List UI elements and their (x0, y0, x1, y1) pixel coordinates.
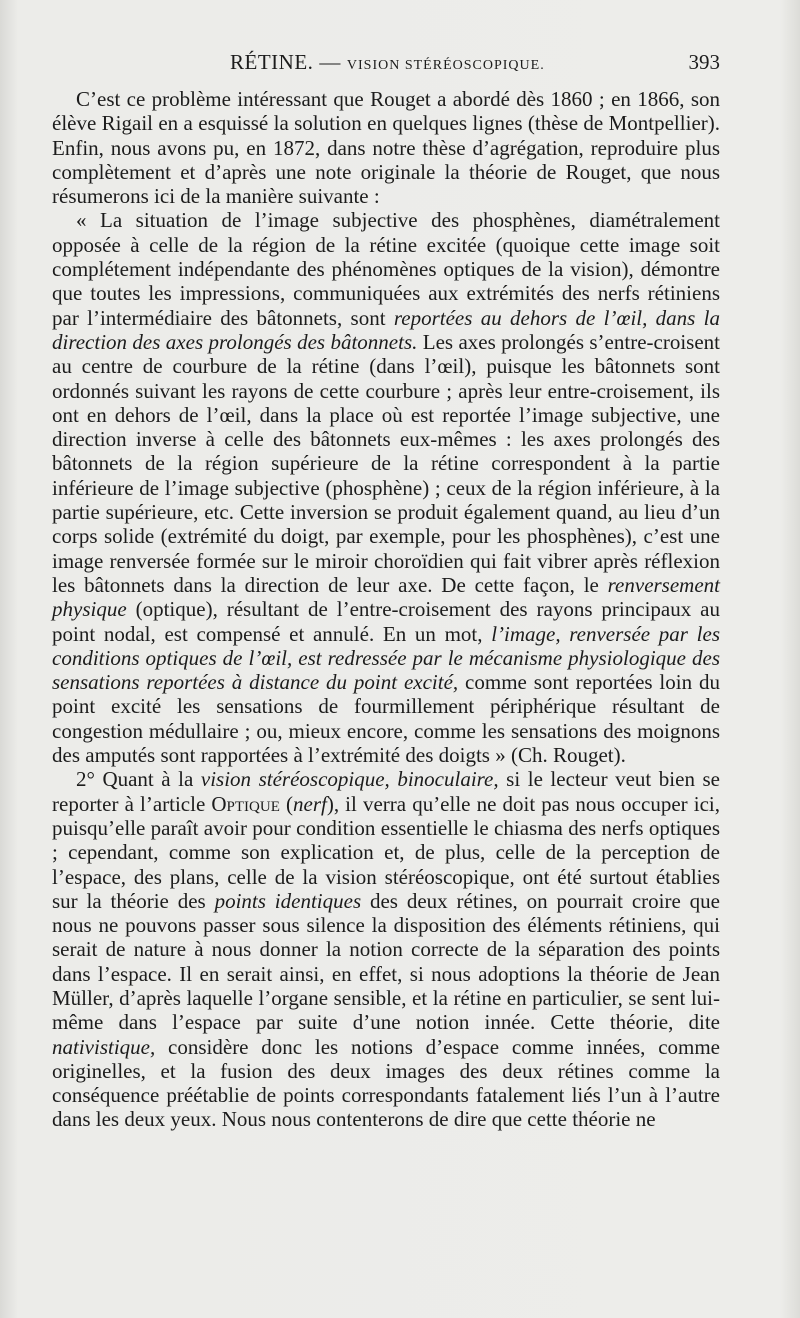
quote-text: Les axes prolongés s’entre-croisent au centre de courbure de la rétine (dans l’œil), puisque les bâtonnets sont ordonnés suivant les rayons de cette courbure ; après leur entre-croisement, ils ont en dehors de l’œil, dans la place où est reportée l’image subjective, une direction inverse à celle des bâtonnets eux-mêmes : les axes prolongés des bâtonnets de la région supérieure de la rétine correspondent à la partie inférieure de l’image subjective (phosphène) ; ceux de la région inférieure, à la partie supérieure, etc. Cette inversion se produit également quand, au lieu d’un corps solide (extrémité du doigt, par exemple, pour les phosphènes), c’est une image renversée formée sur le miroir choroïdien qui fait vibrer après réflexion les bâtonnets dans la direction de leur axe. De cette façon, le (52, 329, 720, 597)
paragraph-binocular (52, 767, 720, 1131)
quote-emphasis: renversement physique (52, 572, 720, 622)
running-header (52, 50, 720, 80)
quote-text: (optique), résultant de l’entre-croisement des rayons principaux au point nodal, est compensé et annulé. En un mot, (52, 597, 720, 646)
chapter-title: RÉTINE. (230, 50, 314, 74)
quote-text: comme sont reportées loin du point excité les sensations de fourmillement périphérique résultant de congestion médullaire ; ou, mieux encore, comme les sensations des moignons des amputés sont rapportées à l’extrémité des doigts » (Ch. Rouget). (52, 670, 720, 768)
paragraph-quote (52, 208, 720, 767)
page-number: 393 (688, 50, 720, 74)
body-emphasis: points identiques (214, 888, 362, 913)
title-separator: — (319, 50, 341, 74)
paragraph-intro: C’est ce problème intéressant que Rouget a abordé dès 1860 ; en 1866, son élève Rigail en a esquissé la solution en quelques lignes (thèse de Montpellier). Enfin, nous avons pu, en 1872, dans notre thèse d’agrégation, reproduire plus complètement et d’après une note originale la théorie de Rouget, que nous résumerons ici de la manière suivante : (52, 87, 720, 209)
body-text: si le lecteur veut bien se reporter à l’article (52, 767, 720, 816)
body-text: 2° Quant à la (76, 767, 201, 792)
body-emphasis: vision stéréoscopique, binoculaire, (200, 767, 499, 792)
body-text: des deux rétines, on pourrait croire que nous ne pouvons passer sous silence la disposition des éléments rétiniens, qui serait de nature à nous donner la notion correcte de la séparation des points dans l’espace. Il en serait ainsi, en effet, si nous adoptions la théorie de Jean Müller, d’après laquelle l’organe sensible, et la rétine en particulier, se sent lui-même dans l’espace par suite d’une notion innée. Cette théorie, dite (52, 888, 720, 1035)
page-body (52, 87, 720, 1132)
quote-emphasis: reportées au dehors de l’œil, dans la direction des axes prolongés des bâtonnets. (52, 305, 720, 354)
section-subtitle: VISION STÉRÉOSCOPIQUE. (346, 58, 545, 73)
quote-text: « La situation de l’image subjective des phosphènes, diamétralement opposée à celle de la région de la rétine excitée (quoique cette image soit complétement indépendante des phénomènes optiques de la vision), démontre que toutes les impressions, communiquées aux extrémités des nerfs rétiniens par l’intermédiaire des bâtonnets, sont (52, 208, 720, 330)
body-text: ), il verra qu’elle ne doit pas nous occuper ici, puisqu’elle paraît avoir pour condition essentielle le chiasma des nerfs optiques ; cependant, comme son explication et, de plus, celle de la perception de l’espace, des plans, celle de la vision stéréoscopique, ont été surtout établies sur la théorie des (52, 791, 720, 913)
quote-emphasis: l’image, renversée par les conditions optiques de l’œil, est redressée par le mécanisme physiologique des sensations reportées à distance du point excité, (52, 621, 720, 695)
body-text: ( (279, 791, 293, 816)
body-text: considère donc les notions d’espace comme innées, comme originelles, et la fusion des deux images des deux rétines comme la conséquence préétablie de points correspondants fatalement liés l’un à l’autre dans les deux yeux. Nous nous contenterons de dire que cette théorie ne (52, 1034, 720, 1132)
body-emphasis: nativistique, (52, 1034, 156, 1059)
running-title (230, 50, 545, 75)
body-emphasis: nerf (293, 791, 327, 816)
cross-reference: Optique (211, 791, 280, 816)
